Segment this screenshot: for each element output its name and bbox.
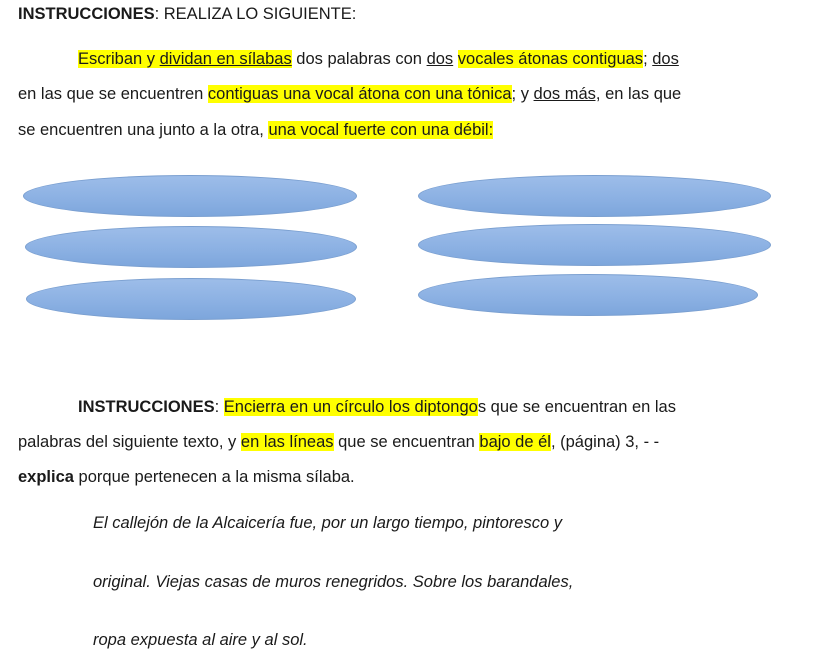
instruction-line-2 (18, 80, 681, 108)
heading-rest: : REALIZA LO SIGUIENTE: (154, 5, 357, 23)
heading-bold: INSTRUCCIONES (78, 398, 215, 416)
plain-text: se encuentren una junto a la otra, (18, 121, 269, 139)
plain-text: que se encuentran (333, 433, 480, 451)
highlight-text: en las líneas (240, 433, 334, 451)
plain-text: : (214, 398, 224, 416)
highlight-text: contiguas una vocal átona con una tónica (207, 85, 512, 103)
highlight-text: vocales átonas contiguas (457, 50, 644, 68)
heading-bold: INSTRUCCIONES (18, 5, 155, 23)
underline-text: dos (426, 50, 454, 68)
answer-oval-right-2[interactable] (418, 224, 771, 266)
highlight-text: Escriban y (78, 50, 160, 68)
answer-oval-left-1[interactable] (23, 175, 357, 217)
passage-line-1: El callejón de la Alcaicería fue, por un largo tiempo, pintoresco y (93, 514, 562, 532)
instructions-heading-1 (18, 0, 356, 28)
underline-text: dos (652, 50, 679, 68)
answer-oval-left-3[interactable] (26, 278, 356, 320)
plain-text: palabras del siguiente texto, y (18, 433, 241, 451)
plain-text: dos palabras con (291, 50, 427, 68)
answer-oval-right-3[interactable] (418, 274, 758, 316)
highlight-text: bajo de él (479, 433, 551, 451)
plain-text: ; (643, 50, 653, 68)
plain-text: porque pertenecen a la misma sílaba. (73, 468, 355, 486)
underline-text: dos más, (533, 85, 601, 103)
plain-text: , (página) 3, - - (550, 433, 660, 451)
instruction-line-1 (78, 45, 679, 73)
instruction-line-3 (18, 116, 493, 144)
passage-line-2: original. Viejas casas de muros renegridos. Sobre los barandales, (93, 573, 574, 591)
instruction2-line-2 (18, 428, 659, 456)
highlight-underline-text: dividan en sílabas (159, 50, 292, 68)
passage-line-3: ropa expuesta al aire y al sol. (93, 631, 308, 649)
instruction2-line-3 (18, 463, 355, 491)
highlight-text: Encierra en un círculo los diptongo (223, 398, 478, 416)
answer-oval-right-1[interactable] (418, 175, 771, 217)
highlight-text: una vocal fuerte con una débil: (268, 121, 494, 139)
plain-text: en las que se encuentren (18, 85, 208, 103)
plain-text: ; y (511, 85, 534, 103)
answer-oval-left-2[interactable] (25, 226, 357, 268)
bold-text: explica (18, 468, 74, 486)
plain-text: s que se encuentran en las (477, 398, 676, 416)
plain-text: en las que (600, 85, 682, 103)
instructions-heading-2 (78, 393, 676, 421)
